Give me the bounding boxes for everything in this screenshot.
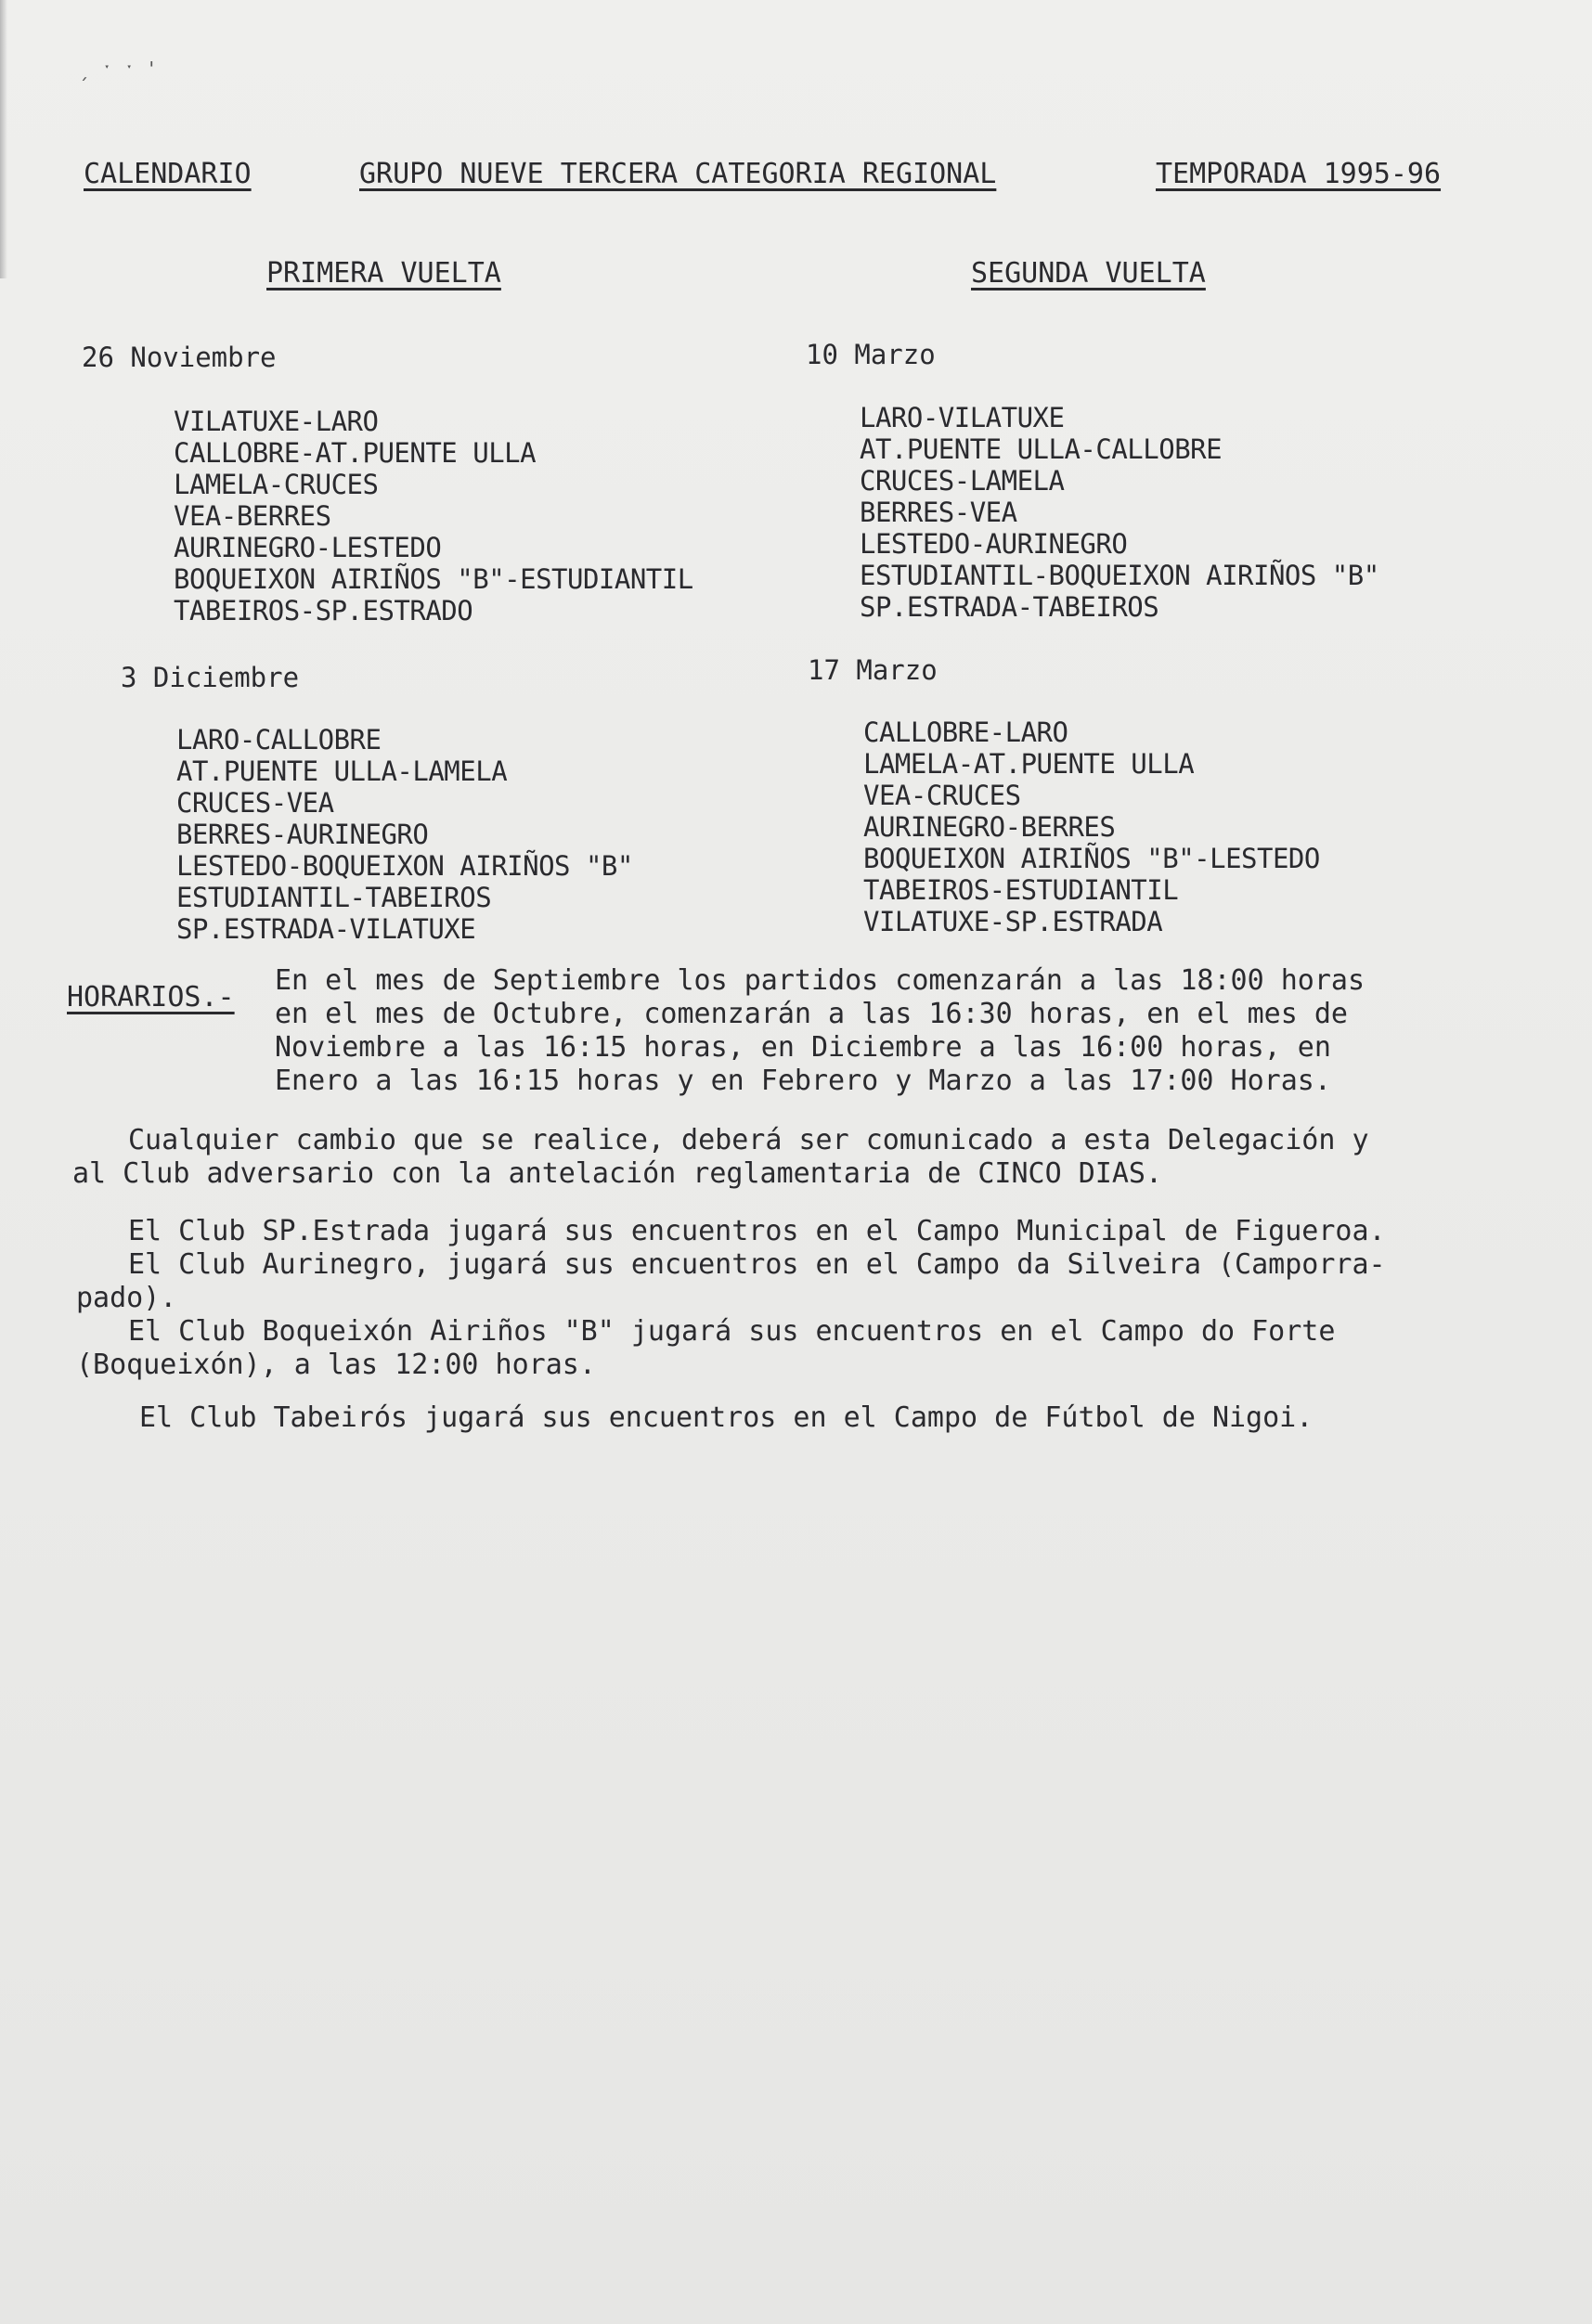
match-date: 10 Marzo	[806, 339, 936, 370]
match-item: BOQUEIXON AIRIÑOS "B"-LESTEDO	[863, 843, 1320, 874]
match-item: AURINEGRO-LESTEDO	[174, 532, 442, 563]
match-item: AURINEGRO-BERRES	[863, 811, 1116, 843]
match-list	[176, 724, 633, 945]
match-item: LARO-CALLOBRE	[176, 724, 382, 755]
match-item: SP.ESTRADA-VILATUXE	[176, 913, 476, 945]
match-item: LESTEDO-AURINEGRO	[860, 528, 1128, 560]
match-item: CALLOBRE-LARO	[863, 717, 1068, 748]
match-item: CRUCES-VEA	[176, 787, 334, 819]
text-line: (Boqueixón), a las 12:00 horas.	[76, 1349, 596, 1381]
match-date: 3 Diciembre	[121, 662, 300, 693]
match-item: LARO-VILATUXE	[860, 402, 1065, 433]
venues-paragraph	[76, 1215, 1386, 1382]
second-round-title: SEGUNDA VUELTA	[971, 257, 1206, 290]
final-note: El Club Tabeirós jugará sus encuentros en el Campo de Fútbol de Nigoi.	[139, 1401, 1314, 1434]
notice-paragraph	[72, 1124, 1369, 1191]
match-item: ESTUDIANTIL-TABEIROS	[176, 882, 492, 913]
match-item: ESTUDIANTIL-BOQUEIXON AIRIÑOS "B"	[860, 560, 1379, 591]
text-line: El Club Aurinegro, jugará sus encuentros en el Campo da Silveira (Camporra-	[128, 1248, 1386, 1281]
match-item: TABEIROS-SP.ESTRADO	[174, 595, 473, 626]
first-round-title: PRIMERA VUELTA	[266, 257, 501, 290]
text-line: pado).	[76, 1282, 177, 1314]
text-line: en el mes de Octubre, comenzarán a las 16:30 horas, en el mes de	[275, 998, 1348, 1030]
match-item: SP.ESTRADA-TABEIROS	[860, 591, 1159, 623]
text-line: al Club adversario con la antelación reglamentaria de CINCO DIAS.	[72, 1157, 1162, 1190]
match-date: 17 Marzo	[808, 654, 938, 686]
match-item: VEA-CRUCES	[863, 780, 1021, 811]
text-line: Noviembre a las 16:15 horas, en Diciembre a las 16:00 horas, en	[275, 1031, 1331, 1064]
text-line: El Club Boqueixón Airiños "B" jugará sus encuentros en el Campo do Forte	[128, 1315, 1336, 1348]
match-item: VILATUXE-LARO	[174, 406, 379, 437]
match-list	[863, 717, 1320, 937]
match-item: TABEIROS-ESTUDIANTIL	[863, 874, 1179, 906]
match-item: AT.PUENTE ULLA-LAMELA	[176, 755, 508, 787]
text-line: El Club SP.Estrada jugará sus encuentros en el Campo Municipal de Figueroa.	[128, 1215, 1386, 1247]
match-list	[860, 402, 1379, 623]
match-item: CRUCES-LAMELA	[860, 465, 1065, 497]
match-item: BOQUEIXON AIRIÑOS "B"-ESTUDIANTIL	[174, 563, 693, 595]
text-line: Cualquier cambio que se realice, deberá ser comunicado a esta Delegación y	[128, 1124, 1369, 1156]
match-item: LESTEDO-BOQUEIXON AIRIÑOS "B"	[176, 850, 633, 882]
match-item: LAMELA-CRUCES	[174, 469, 379, 500]
match-item: LAMELA-AT.PUENTE ULLA	[863, 748, 1195, 780]
text-line: Enero a las 16:15 horas y en Febrero y Marzo a las 17:00 Horas.	[275, 1065, 1331, 1097]
match-item: VEA-BERRES	[174, 500, 331, 532]
match-item: VILATUXE-SP.ESTRADA	[863, 906, 1163, 937]
match-item: AT.PUENTE ULLA-CALLOBRE	[860, 433, 1223, 465]
header-calendario: CALENDARIO	[84, 158, 252, 190]
match-item: BERRES-AURINEGRO	[176, 819, 429, 850]
scan-edge-shadow	[0, 0, 7, 278]
text-line: En el mes de Septiembre los partidos comenzarán a las 18:00 horas	[275, 964, 1365, 997]
horarios-label: HORARIOS.-	[67, 981, 235, 1014]
horarios-text	[275, 964, 1365, 1098]
ink-smudge: ˏ ˑ ˑ '	[79, 58, 158, 80]
header-season: TEMPORADA 1995-96	[1156, 158, 1442, 190]
header-group-title: GRUPO NUEVE TERCERA CATEGORIA REGIONAL	[359, 158, 997, 190]
match-item: CALLOBRE-AT.PUENTE ULLA	[174, 437, 537, 469]
match-date: 26 Noviembre	[82, 342, 277, 373]
match-list	[174, 406, 693, 626]
match-item: BERRES-VEA	[860, 497, 1017, 528]
